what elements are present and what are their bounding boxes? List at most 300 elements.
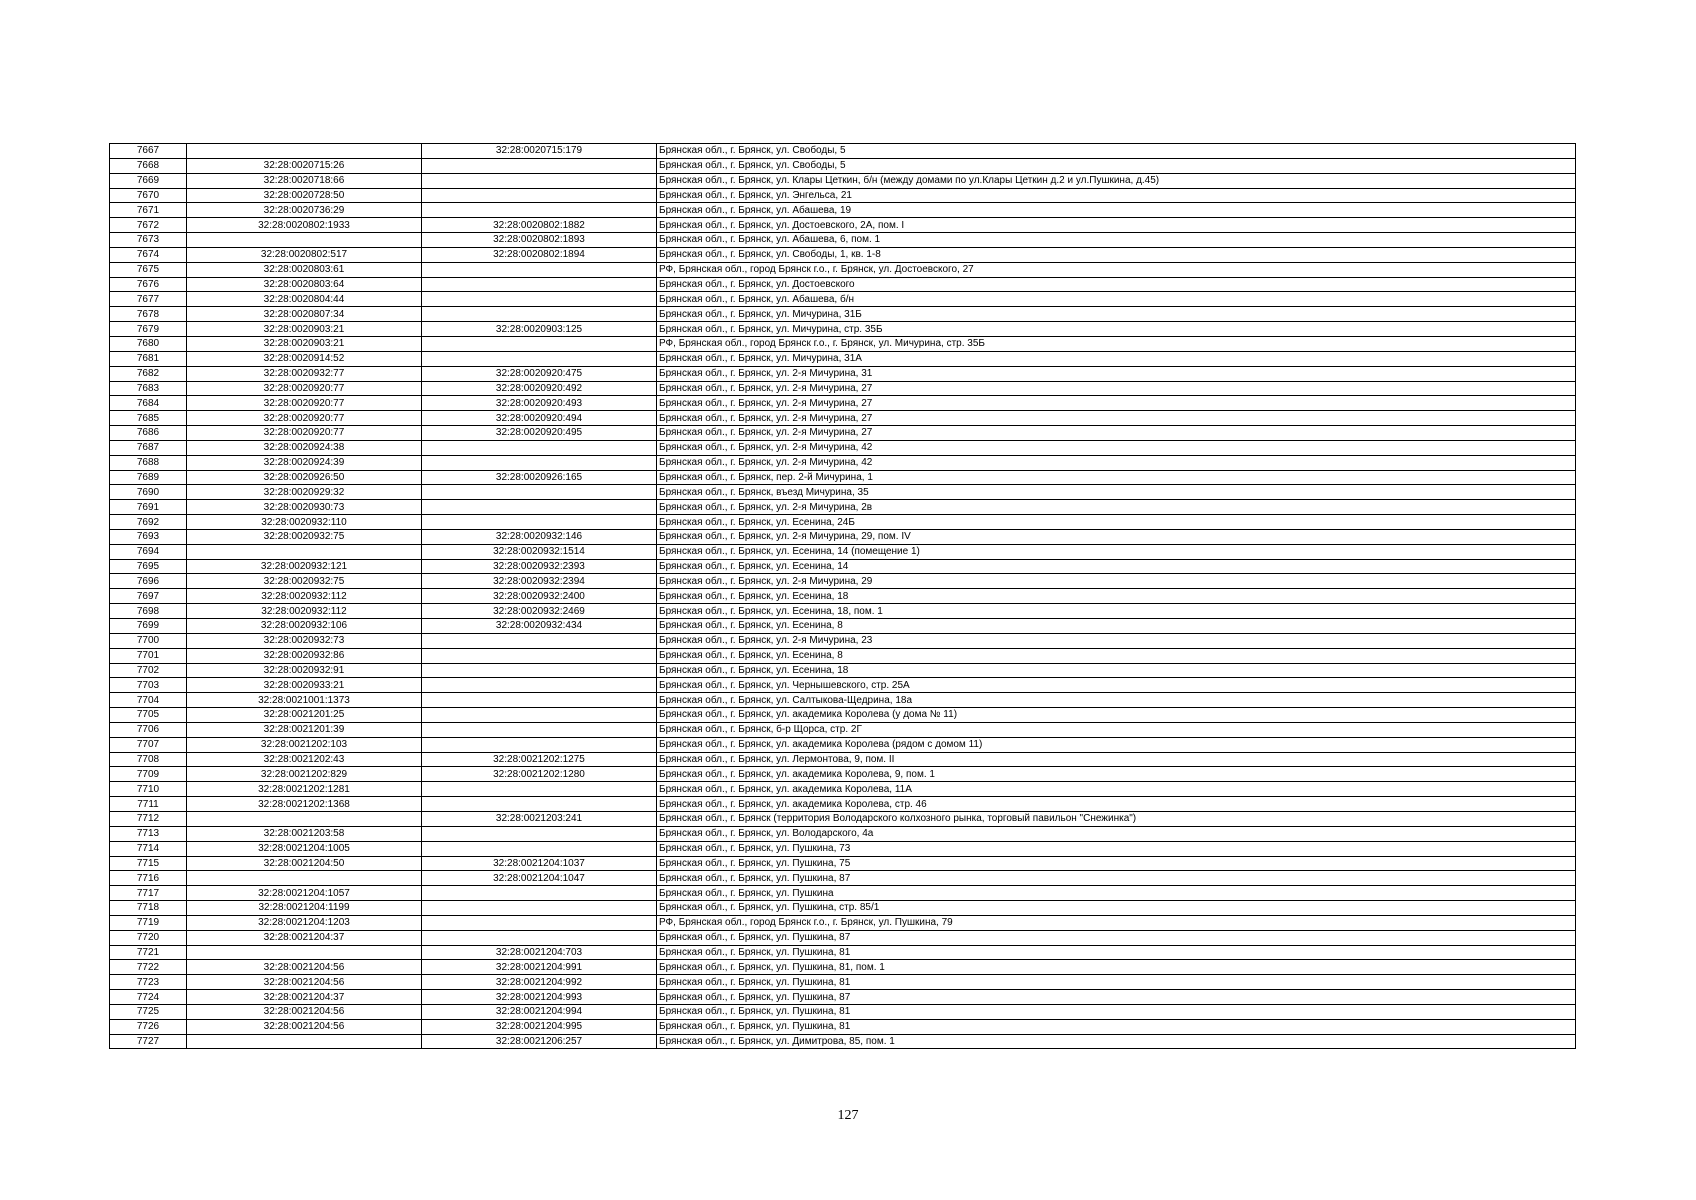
land-cadastral-number-cell <box>187 144 422 159</box>
address-cell: Брянская обл., г. Брянск, ул. Чернышевского, стр. 25А <box>657 678 1576 693</box>
row-number-cell: 7722 <box>110 960 187 975</box>
land-cadastral-number-cell: 32:28:0021204:1199 <box>187 901 422 916</box>
table-row <box>110 930 1576 945</box>
table-row <box>110 277 1576 292</box>
land-cadastral-number-cell: 32:28:0020924:38 <box>187 440 422 455</box>
land-cadastral-number-cell: 32:28:0020932:75 <box>187 529 422 544</box>
land-cadastral-number-cell: 32:28:0020802:517 <box>187 247 422 262</box>
address-cell: Брянская обл., г. Брянск, ул. Пушкина, 81 <box>657 1004 1576 1019</box>
object-cadastral-number-cell: 32:28:0021204:993 <box>422 990 657 1005</box>
land-cadastral-number-cell: 32:28:0020903:21 <box>187 336 422 351</box>
object-cadastral-number-cell <box>422 722 657 737</box>
address-cell: Брянская обл., г. Брянск, ул. академика Королева (у дома № 11) <box>657 708 1576 723</box>
address-cell: Брянская обл., г. Брянск, ул. 2-я Мичурина, 23 <box>657 633 1576 648</box>
table-row <box>110 411 1576 426</box>
object-cadastral-number-cell <box>422 262 657 277</box>
table-row <box>110 292 1576 307</box>
object-cadastral-number-cell: 32:28:0020932:1514 <box>422 544 657 559</box>
object-cadastral-number-cell <box>422 500 657 515</box>
address-cell: Брянская обл., г. Брянск, ул. Есенина, 24Б <box>657 515 1576 530</box>
object-cadastral-number-cell <box>422 203 657 218</box>
row-number-cell: 7676 <box>110 277 187 292</box>
land-cadastral-number-cell <box>187 871 422 886</box>
land-cadastral-number-cell <box>187 945 422 960</box>
land-cadastral-number-cell: 32:28:0021202:1368 <box>187 797 422 812</box>
row-number-cell: 7686 <box>110 426 187 441</box>
address-cell: Брянская обл., г. Брянск, ул. 2-я Мичурина, 27 <box>657 381 1576 396</box>
object-cadastral-number-cell: 32:28:0021204:992 <box>422 975 657 990</box>
table-row <box>110 663 1576 678</box>
land-cadastral-number-cell: 32:28:0020932:112 <box>187 589 422 604</box>
address-cell: Брянская обл., г. Брянск, ул. академика Королева, 9, пом. 1 <box>657 767 1576 782</box>
object-cadastral-number-cell: 32:28:0020920:475 <box>422 366 657 381</box>
table-row <box>110 722 1576 737</box>
row-number-cell: 7709 <box>110 767 187 782</box>
object-cadastral-number-cell: 32:28:0021204:1037 <box>422 856 657 871</box>
table-row <box>110 455 1576 470</box>
object-cadastral-number-cell <box>422 826 657 841</box>
table-row <box>110 470 1576 485</box>
land-cadastral-number-cell: 32:28:0020932:110 <box>187 515 422 530</box>
table-row <box>110 440 1576 455</box>
address-cell: Брянская обл., г. Брянск, ул. Есенина, 14 <box>657 559 1576 574</box>
table-row <box>110 975 1576 990</box>
land-cadastral-number-cell: 32:28:0020932:86 <box>187 648 422 663</box>
address-cell: Брянская обл., г. Брянск, ул. Пушкина, 81 <box>657 975 1576 990</box>
object-cadastral-number-cell <box>422 633 657 648</box>
land-cadastral-number-cell: 32:28:0021204:56 <box>187 1019 422 1034</box>
land-cadastral-number-cell: 32:28:0020807:34 <box>187 307 422 322</box>
table-row <box>110 589 1576 604</box>
table-row <box>110 811 1576 826</box>
table-row <box>110 336 1576 351</box>
land-cadastral-number-cell: 32:28:0021202:829 <box>187 767 422 782</box>
row-number-cell: 7721 <box>110 945 187 960</box>
land-cadastral-number-cell: 32:28:0020903:21 <box>187 322 422 337</box>
row-number-cell: 7697 <box>110 589 187 604</box>
table-row <box>110 990 1576 1005</box>
row-number-cell: 7668 <box>110 158 187 173</box>
row-number-cell: 7699 <box>110 619 187 634</box>
table-row <box>110 529 1576 544</box>
land-cadastral-number-cell: 32:28:0021204:1005 <box>187 841 422 856</box>
object-cadastral-number-cell: 32:28:0020932:2394 <box>422 574 657 589</box>
row-number-cell: 7723 <box>110 975 187 990</box>
address-cell: Брянская обл., г. Брянск, ул. 2-я Мичурина, 31 <box>657 366 1576 381</box>
row-number-cell: 7708 <box>110 752 187 767</box>
object-cadastral-number-cell: 32:28:0021206:257 <box>422 1034 657 1049</box>
row-number-cell: 7724 <box>110 990 187 1005</box>
address-cell: Брянская обл., г. Брянск, ул. Свободы, 5 <box>657 158 1576 173</box>
address-cell: Брянская обл., г. Брянск, ул. академика Королева, 11А <box>657 782 1576 797</box>
row-number-cell: 7716 <box>110 871 187 886</box>
table-row <box>110 500 1576 515</box>
table-row <box>110 708 1576 723</box>
object-cadastral-number-cell <box>422 485 657 500</box>
address-cell: Брянская обл., г. Брянск, ул. Абашева, 19 <box>657 203 1576 218</box>
row-number-cell: 7720 <box>110 930 187 945</box>
row-number-cell: 7678 <box>110 307 187 322</box>
address-cell: Брянская обл., г. Брянск, ул. Пушкина, 81, пом. 1 <box>657 960 1576 975</box>
address-cell: Брянская обл., г. Брянск, ул. Лермонтова, 9, пом. II <box>657 752 1576 767</box>
land-cadastral-number-cell: 32:28:0020718:66 <box>187 173 422 188</box>
object-cadastral-number-cell <box>422 915 657 930</box>
object-cadastral-number-cell <box>422 277 657 292</box>
land-cadastral-number-cell: 32:28:0021204:50 <box>187 856 422 871</box>
object-cadastral-number-cell <box>422 708 657 723</box>
land-cadastral-number-cell: 32:28:0020715:26 <box>187 158 422 173</box>
address-cell: Брянская обл., г. Брянск, ул. Есенина, 14 (помещение 1) <box>657 544 1576 559</box>
table-row <box>110 797 1576 812</box>
row-number-cell: 7671 <box>110 203 187 218</box>
row-number-cell: 7673 <box>110 233 187 248</box>
row-number-cell: 7719 <box>110 915 187 930</box>
table-row <box>110 381 1576 396</box>
object-cadastral-number-cell <box>422 173 657 188</box>
row-number-cell: 7685 <box>110 411 187 426</box>
row-number-cell: 7696 <box>110 574 187 589</box>
row-number-cell: 7690 <box>110 485 187 500</box>
object-cadastral-number-cell <box>422 782 657 797</box>
object-cadastral-number-cell: 32:28:0020903:125 <box>422 322 657 337</box>
address-cell: Брянская обл., г. Брянск, ул. Пушкина, стр. 85/1 <box>657 901 1576 916</box>
land-cadastral-number-cell: 32:28:0020920:77 <box>187 411 422 426</box>
land-cadastral-number-cell: 32:28:0021202:43 <box>187 752 422 767</box>
address-cell: Брянская обл., г. Брянск, б-р Щорса, стр. 2Г <box>657 722 1576 737</box>
table-row <box>110 262 1576 277</box>
row-number-cell: 7727 <box>110 1034 187 1049</box>
row-number-cell: 7688 <box>110 455 187 470</box>
address-cell: Брянская обл., г. Брянск, ул. Пушкина, 81 <box>657 1019 1576 1034</box>
object-cadastral-number-cell: 32:28:0021203:241 <box>422 811 657 826</box>
address-cell: Брянская обл., г. Брянск, ул. Энгельса, 21 <box>657 188 1576 203</box>
address-cell: РФ, Брянская обл., город Брянск г.о., г. Брянск, ул. Пушкина, 79 <box>657 915 1576 930</box>
object-cadastral-number-cell: 32:28:0020932:2400 <box>422 589 657 604</box>
table-row <box>110 648 1576 663</box>
address-cell: Брянская обл., г. Брянск, ул. 2-я Мичурина, 29, пом. IV <box>657 529 1576 544</box>
land-cadastral-number-cell: 32:28:0021203:58 <box>187 826 422 841</box>
page-number: 127 <box>837 1108 859 1123</box>
address-cell: Брянская обл., г. Брянск, ул. Свободы, 1, кв. 1-8 <box>657 247 1576 262</box>
row-number-cell: 7703 <box>110 678 187 693</box>
object-cadastral-number-cell <box>422 336 657 351</box>
row-number-cell: 7670 <box>110 188 187 203</box>
row-number-cell: 7692 <box>110 515 187 530</box>
row-number-cell: 7714 <box>110 841 187 856</box>
land-cadastral-number-cell <box>187 1034 422 1049</box>
object-cadastral-number-cell: 32:28:0020920:495 <box>422 426 657 441</box>
row-number-cell: 7698 <box>110 604 187 619</box>
row-number-cell: 7712 <box>110 811 187 826</box>
land-cadastral-number-cell: 32:28:0020932:77 <box>187 366 422 381</box>
table-row <box>110 826 1576 841</box>
table-row <box>110 574 1576 589</box>
address-cell: Брянская обл., г. Брянск, ул. Салтыкова-Щедрина, 18а <box>657 693 1576 708</box>
row-number-cell: 7715 <box>110 856 187 871</box>
address-cell: Брянская обл., г. Брянск, ул. Мичурина, 31Б <box>657 307 1576 322</box>
table-row <box>110 856 1576 871</box>
object-cadastral-number-cell: 32:28:0021202:1280 <box>422 767 657 782</box>
table-row <box>110 322 1576 337</box>
row-number-cell: 7711 <box>110 797 187 812</box>
land-cadastral-number-cell: 32:28:0021204:37 <box>187 990 422 1005</box>
object-cadastral-number-cell: 32:28:0021202:1275 <box>422 752 657 767</box>
object-cadastral-number-cell <box>422 930 657 945</box>
object-cadastral-number-cell: 32:28:0021204:703 <box>422 945 657 960</box>
table-row <box>110 144 1576 159</box>
table-row <box>110 515 1576 530</box>
land-cadastral-number-cell: 32:28:0021204:1203 <box>187 915 422 930</box>
row-number-cell: 7680 <box>110 336 187 351</box>
address-cell: Брянская обл., г. Брянск, ул. Абашева, 6, пом. 1 <box>657 233 1576 248</box>
object-cadastral-number-cell: 32:28:0020920:492 <box>422 381 657 396</box>
table-row <box>110 173 1576 188</box>
table-row <box>110 1004 1576 1019</box>
land-cadastral-number-cell: 32:28:0020932:112 <box>187 604 422 619</box>
object-cadastral-number-cell <box>422 440 657 455</box>
table-row <box>110 247 1576 262</box>
object-cadastral-number-cell: 32:28:0020802:1893 <box>422 233 657 248</box>
land-cadastral-number-cell: 32:28:0020929:32 <box>187 485 422 500</box>
address-cell: Брянская обл., г. Брянск (территория Володарского колхозного рынка, торговый павильон "Снежинка") <box>657 811 1576 826</box>
object-cadastral-number-cell: 32:28:0020802:1894 <box>422 247 657 262</box>
table-row <box>110 485 1576 500</box>
object-cadastral-number-cell <box>422 188 657 203</box>
row-number-cell: 7667 <box>110 144 187 159</box>
address-cell: Брянская обл., г. Брянск, ул. 2-я Мичурина, 29 <box>657 574 1576 589</box>
object-cadastral-number-cell <box>422 158 657 173</box>
land-cadastral-number-cell: 32:28:0021202:103 <box>187 737 422 752</box>
row-number-cell: 7687 <box>110 440 187 455</box>
address-cell: Брянская обл., г. Брянск, ул. Пушкина, 73 <box>657 841 1576 856</box>
table-row <box>110 559 1576 574</box>
table-row <box>110 767 1576 782</box>
table-row <box>110 693 1576 708</box>
land-cadastral-number-cell: 32:28:0020932:106 <box>187 619 422 634</box>
table-row <box>110 1034 1576 1049</box>
address-cell: Брянская обл., г. Брянск, ул. Клары Цеткин, б/н (между домами по ул.Клары Цеткин д.2 и ул.Пушкина, д.45) <box>657 173 1576 188</box>
row-number-cell: 7689 <box>110 470 187 485</box>
row-number-cell: 7675 <box>110 262 187 277</box>
address-cell: Брянская обл., г. Брянск, ул. Достоевского <box>657 277 1576 292</box>
row-number-cell: 7710 <box>110 782 187 797</box>
land-cadastral-number-cell <box>187 544 422 559</box>
object-cadastral-number-cell: 32:28:0020932:146 <box>422 529 657 544</box>
row-number-cell: 7681 <box>110 351 187 366</box>
object-cadastral-number-cell: 32:28:0020715:179 <box>422 144 657 159</box>
row-number-cell: 7726 <box>110 1019 187 1034</box>
row-number-cell: 7700 <box>110 633 187 648</box>
land-cadastral-number-cell: 32:28:0021201:25 <box>187 708 422 723</box>
table-row <box>110 203 1576 218</box>
registry-table-body <box>110 144 1576 1049</box>
address-cell: Брянская обл., г. Брянск, ул. Пушкина, 87 <box>657 990 1576 1005</box>
address-cell: Брянская обл., г. Брянск, ул. академика Королева (рядом с домом 11) <box>657 737 1576 752</box>
land-cadastral-number-cell: 32:28:0020924:39 <box>187 455 422 470</box>
row-number-cell: 7672 <box>110 218 187 233</box>
address-cell: Брянская обл., г. Брянск, ул. 2-я Мичурина, 27 <box>657 411 1576 426</box>
table-row <box>110 544 1576 559</box>
object-cadastral-number-cell: 32:28:0020920:494 <box>422 411 657 426</box>
object-cadastral-number-cell <box>422 901 657 916</box>
row-number-cell: 7718 <box>110 901 187 916</box>
land-cadastral-number-cell: 32:28:0020920:77 <box>187 381 422 396</box>
address-cell: Брянская обл., г. Брянск, ул. 2-я Мичурина, 2в <box>657 500 1576 515</box>
land-cadastral-number-cell: 32:28:0020803:61 <box>187 262 422 277</box>
address-cell: Брянская обл., г. Брянск, ул. Есенина, 18 <box>657 663 1576 678</box>
table-row <box>110 158 1576 173</box>
table-row <box>110 619 1576 634</box>
table-row <box>110 737 1576 752</box>
row-number-cell: 7682 <box>110 366 187 381</box>
row-number-cell: 7674 <box>110 247 187 262</box>
address-cell: Брянская обл., г. Брянск, ул. Свободы, 5 <box>657 144 1576 159</box>
table-row <box>110 351 1576 366</box>
land-cadastral-number-cell <box>187 811 422 826</box>
address-cell: Брянская обл., г. Брянск, ул. 2-я Мичурина, 42 <box>657 440 1576 455</box>
table-row <box>110 886 1576 901</box>
object-cadastral-number-cell <box>422 351 657 366</box>
address-cell: Брянская обл., г. Брянск, ул. Пушкина, 87 <box>657 930 1576 945</box>
object-cadastral-number-cell <box>422 797 657 812</box>
property-registry-table <box>109 143 1576 1049</box>
row-number-cell: 7702 <box>110 663 187 678</box>
address-cell: РФ, Брянская обл., город Брянск г.о., г. Брянск, ул. Мичурина, стр. 35Б <box>657 336 1576 351</box>
table-row <box>110 945 1576 960</box>
row-number-cell: 7701 <box>110 648 187 663</box>
table-row <box>110 871 1576 886</box>
object-cadastral-number-cell <box>422 663 657 678</box>
object-cadastral-number-cell <box>422 886 657 901</box>
land-cadastral-number-cell: 32:28:0020932:121 <box>187 559 422 574</box>
row-number-cell: 7684 <box>110 396 187 411</box>
table-row <box>110 782 1576 797</box>
row-number-cell: 7713 <box>110 826 187 841</box>
table-row <box>110 366 1576 381</box>
land-cadastral-number-cell: 32:28:0020920:77 <box>187 426 422 441</box>
row-number-cell: 7706 <box>110 722 187 737</box>
land-cadastral-number-cell: 32:28:0020803:64 <box>187 277 422 292</box>
land-cadastral-number-cell: 32:28:0020933:21 <box>187 678 422 693</box>
object-cadastral-number-cell <box>422 648 657 663</box>
object-cadastral-number-cell <box>422 693 657 708</box>
address-cell: Брянская обл., г. Брянск, ул. Есенина, 18 <box>657 589 1576 604</box>
object-cadastral-number-cell: 32:28:0020932:2469 <box>422 604 657 619</box>
row-number-cell: 7695 <box>110 559 187 574</box>
land-cadastral-number-cell: 32:28:0021204:56 <box>187 975 422 990</box>
object-cadastral-number-cell: 32:28:0021204:994 <box>422 1004 657 1019</box>
row-number-cell: 7705 <box>110 708 187 723</box>
object-cadastral-number-cell: 32:28:0020932:2393 <box>422 559 657 574</box>
land-cadastral-number-cell: 32:28:0021204:37 <box>187 930 422 945</box>
table-row <box>110 604 1576 619</box>
row-number-cell: 7694 <box>110 544 187 559</box>
address-cell: Брянская обл., г. Брянск, ул. 2-я Мичурина, 27 <box>657 426 1576 441</box>
land-cadastral-number-cell: 32:28:0020914:52 <box>187 351 422 366</box>
land-cadastral-number-cell: 32:28:0020932:75 <box>187 574 422 589</box>
table-row <box>110 841 1576 856</box>
table-row <box>110 426 1576 441</box>
row-number-cell: 7693 <box>110 529 187 544</box>
land-cadastral-number-cell: 32:28:0020802:1933 <box>187 218 422 233</box>
land-cadastral-number-cell: 32:28:0020932:73 <box>187 633 422 648</box>
object-cadastral-number-cell <box>422 455 657 470</box>
row-number-cell: 7704 <box>110 693 187 708</box>
land-cadastral-number-cell: 32:28:0020728:50 <box>187 188 422 203</box>
address-cell: Брянская обл., г. Брянск, ул. 2-я Мичурина, 42 <box>657 455 1576 470</box>
land-cadastral-number-cell: 32:28:0020932:91 <box>187 663 422 678</box>
table-row <box>110 678 1576 693</box>
table-row <box>110 901 1576 916</box>
land-cadastral-number-cell: 32:28:0020926:50 <box>187 470 422 485</box>
row-number-cell: 7679 <box>110 322 187 337</box>
object-cadastral-number-cell <box>422 292 657 307</box>
land-cadastral-number-cell: 32:28:0020920:77 <box>187 396 422 411</box>
row-number-cell: 7717 <box>110 886 187 901</box>
table-row <box>110 960 1576 975</box>
table-row <box>110 233 1576 248</box>
land-cadastral-number-cell: 32:28:0020930:73 <box>187 500 422 515</box>
object-cadastral-number-cell: 32:28:0020932:434 <box>422 619 657 634</box>
land-cadastral-number-cell: 32:28:0021001:1373 <box>187 693 422 708</box>
land-cadastral-number-cell: 32:28:0021204:56 <box>187 960 422 975</box>
land-cadastral-number-cell: 32:28:0021202:1281 <box>187 782 422 797</box>
land-cadastral-number-cell: 32:28:0021204:56 <box>187 1004 422 1019</box>
row-number-cell: 7677 <box>110 292 187 307</box>
address-cell: Брянская обл., г. Брянск, ул. 2-я Мичурина, 27 <box>657 396 1576 411</box>
land-cadastral-number-cell: 32:28:0021201:39 <box>187 722 422 737</box>
object-cadastral-number-cell: 32:28:0020802:1882 <box>422 218 657 233</box>
address-cell: Брянская обл., г. Брянск, ул. Абашева, б/н <box>657 292 1576 307</box>
address-cell: Брянская обл., г. Брянск, ул. Есенина, 8 <box>657 619 1576 634</box>
table-row <box>110 915 1576 930</box>
object-cadastral-number-cell: 32:28:0021204:1047 <box>422 871 657 886</box>
object-cadastral-number-cell <box>422 678 657 693</box>
address-cell: Брянская обл., г. Брянск, ул. Есенина, 18, пом. 1 <box>657 604 1576 619</box>
row-number-cell: 7669 <box>110 173 187 188</box>
address-cell: Брянская обл., г. Брянск, пер. 2-й Мичурина, 1 <box>657 470 1576 485</box>
address-cell: Брянская обл., г. Брянск, ул. академика Королева, стр. 46 <box>657 797 1576 812</box>
object-cadastral-number-cell: 32:28:0020926:165 <box>422 470 657 485</box>
address-cell: Брянская обл., г. Брянск, ул. Володарского, 4а <box>657 826 1576 841</box>
address-cell: Брянская обл., г. Брянск, ул. Димитрова, 85, пом. 1 <box>657 1034 1576 1049</box>
object-cadastral-number-cell: 32:28:0021204:995 <box>422 1019 657 1034</box>
address-cell: Брянская обл., г. Брянск, въезд Мичурина, 35 <box>657 485 1576 500</box>
address-cell: Брянская обл., г. Брянск, ул. Есенина, 8 <box>657 648 1576 663</box>
object-cadastral-number-cell <box>422 515 657 530</box>
row-number-cell: 7725 <box>110 1004 187 1019</box>
table-row <box>110 752 1576 767</box>
object-cadastral-number-cell: 32:28:0021204:991 <box>422 960 657 975</box>
row-number-cell: 7683 <box>110 381 187 396</box>
object-cadastral-number-cell <box>422 841 657 856</box>
table-row <box>110 1019 1576 1034</box>
address-cell: Брянская обл., г. Брянск, ул. Пушкина, 75 <box>657 856 1576 871</box>
table-row <box>110 396 1576 411</box>
address-cell: Брянская обл., г. Брянск, ул. Мичурина, 31А <box>657 351 1576 366</box>
land-cadastral-number-cell <box>187 233 422 248</box>
object-cadastral-number-cell: 32:28:0020920:493 <box>422 396 657 411</box>
row-number-cell: 7691 <box>110 500 187 515</box>
table-row <box>110 218 1576 233</box>
table-row <box>110 633 1576 648</box>
address-cell: Брянская обл., г. Брянск, ул. Достоевского, 2А, пом. I <box>657 218 1576 233</box>
row-number-cell: 7707 <box>110 737 187 752</box>
land-cadastral-number-cell: 32:28:0020804:44 <box>187 292 422 307</box>
address-cell: Брянская обл., г. Брянск, ул. Мичурина, стр. 35Б <box>657 322 1576 337</box>
table-row <box>110 188 1576 203</box>
address-cell: Брянская обл., г. Брянск, ул. Пушкина, 81 <box>657 945 1576 960</box>
